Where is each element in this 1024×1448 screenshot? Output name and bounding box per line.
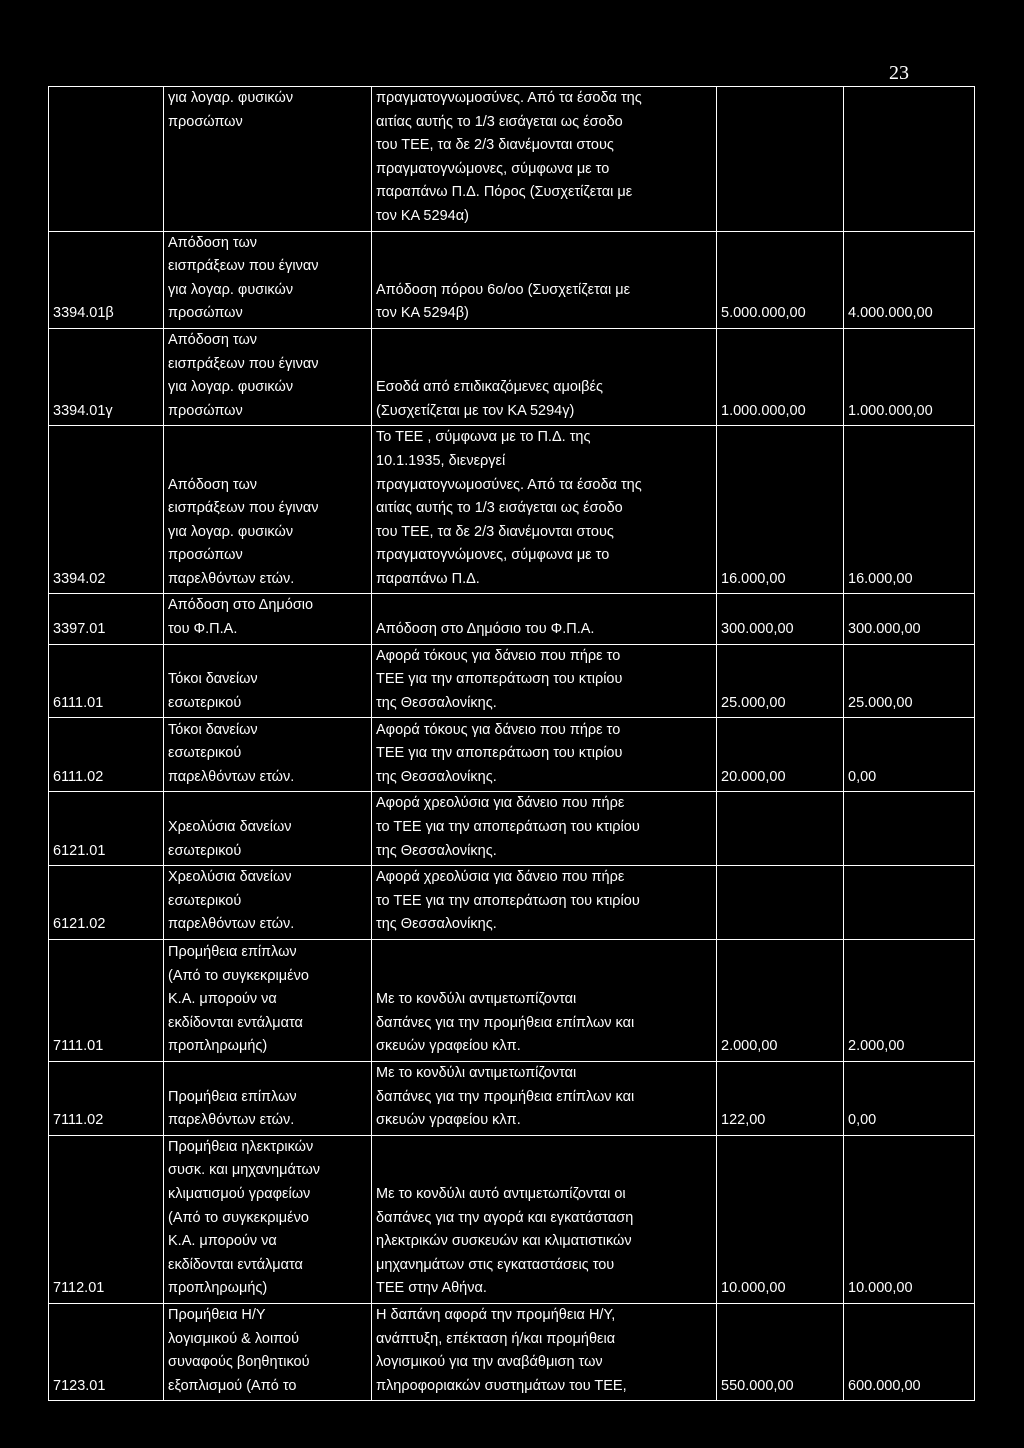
account-code: 6121.02 [49, 866, 164, 940]
account-description: Με το κονδύλι αντιμετωπίζονται δαπάνες για την προμήθεια επίπλων και σκευών γραφείου κλπ. [372, 940, 717, 1062]
amount-previous [844, 87, 975, 232]
account-title: Απόδοση των εισπράξεων που έγιναν για λογαρ. φυσικών προσώπων [164, 328, 372, 425]
account-description: Αφορά τόκους για δάνειο που πήρε το ΤΕΕ για την αποπεράτωση του κτιρίου της Θεσσαλονίκης. [372, 644, 717, 718]
account-code: 3397.01 [49, 594, 164, 644]
amount-current [717, 792, 844, 866]
account-description: Απόδοση στο Δημόσιο του Φ.Π.Α. [372, 594, 717, 644]
account-code: 6111.02 [49, 718, 164, 792]
amount-current: 300.000,00 [717, 594, 844, 644]
table-row [49, 1303, 975, 1400]
amount-previous: 600.000,00 [844, 1303, 975, 1400]
account-description: Το ΤΕΕ , σύμφωνα με το Π.Δ. της 10.1.1935, διενεργεί πραγματογνωμοσύνες. Από τα έσοδα της αιτίας αυτής το 1/3 εισάγεται ως έσοδο του ΤΕΕ, τα δε 2/3 διανέμονται στους πραγματογνώμονες, σύμφωνα με το παραπάνω Π.Δ. [372, 426, 717, 594]
table-row [49, 792, 975, 866]
account-code: 7123.01 [49, 1303, 164, 1400]
account-description: Η δαπάνη αφορά την προμήθεια Η/Υ, ανάπτυξη, επέκταση ή/και προμήθεια λογισμικού για την αναβάθμιση των πληροφοριακών συστημάτων του ΤΕΕ, [372, 1303, 717, 1400]
account-code: 3394.01β [49, 231, 164, 328]
page-number: 23 [889, 62, 909, 84]
account-description: πραγματογνωμοσύνες. Από τα έσοδα της αιτίας αυτής το 1/3 εισάγεται ως έσοδο του ΤΕΕ, τα δε 2/3 διανέμονται στους πραγματογνώμονες, σύμφωνα με το παραπάνω Π.Δ. Πόρος (Συσχετίζεται με τον ΚΑ 5294α) [372, 87, 717, 232]
amount-previous [844, 792, 975, 866]
table-row [49, 231, 975, 328]
amount-current [717, 866, 844, 940]
amount-current: 5.000.000,00 [717, 231, 844, 328]
table-row [49, 426, 975, 594]
table-row [49, 328, 975, 425]
table-row [49, 866, 975, 940]
amount-current: 2.000,00 [717, 940, 844, 1062]
account-description: Εσοδά από επιδικαζόμενες αμοιβές (Συσχετίζεται με τον ΚΑ 5294γ) [372, 328, 717, 425]
account-title: Απόδοση των εισπράξεων που έγιναν για λογαρ. φυσικών προσώπων [164, 231, 372, 328]
amount-previous: 25.000,00 [844, 644, 975, 718]
account-title: Τόκοι δανείων εσωτερικού [164, 644, 372, 718]
account-description: Αφορά τόκους για δάνειο που πήρε το ΤΕΕ για την αποπεράτωση του κτιρίου της Θεσσαλονίκης. [372, 718, 717, 792]
budget-table [48, 86, 975, 1401]
amount-current: 10.000,00 [717, 1135, 844, 1303]
account-title: Χρεολύσια δανείων εσωτερικού [164, 792, 372, 866]
amount-current [717, 87, 844, 232]
amount-previous: 0,00 [844, 718, 975, 792]
table-row [49, 940, 975, 1062]
account-title: για λογαρ. φυσικών προσώπων [164, 87, 372, 232]
account-title: Προμήθεια επίπλων παρελθόντων ετών. [164, 1062, 372, 1136]
account-code: 7112.01 [49, 1135, 164, 1303]
amount-current: 25.000,00 [717, 644, 844, 718]
amount-current: 20.000,00 [717, 718, 844, 792]
account-description: Αφορά χρεολύσια για δάνειο που πήρε το ΤΕΕ για την αποπεράτωση του κτιρίου της Θεσσαλονίκης. [372, 866, 717, 940]
amount-previous: 10.000,00 [844, 1135, 975, 1303]
account-code: 3394.01γ [49, 328, 164, 425]
account-code: 7111.02 [49, 1062, 164, 1136]
account-title: Χρεολύσια δανείων εσωτερικού παρελθόντων ετών. [164, 866, 372, 940]
table-row [49, 1062, 975, 1136]
account-code: 7111.01 [49, 940, 164, 1062]
account-description: Με το κονδύλι αντιμετωπίζονται δαπάνες για την προμήθεια επίπλων και σκευών γραφείου κλπ. [372, 1062, 717, 1136]
account-title: Προμήθεια Η/Υ λογισμικού & λοιπού συναφούς βοηθητικού εξοπλισμού (Από το [164, 1303, 372, 1400]
amount-previous: 300.000,00 [844, 594, 975, 644]
amount-current: 16.000,00 [717, 426, 844, 594]
account-description: Αφορά χρεολύσια για δάνειο που πήρε το ΤΕΕ για την αποπεράτωση του κτιρίου της Θεσσαλονίκης. [372, 792, 717, 866]
account-description: Με το κονδύλι αυτό αντιμετωπίζονται οι δαπάνες για την αγορά και εγκατάσταση ηλεκτρικών συσκευών και κλιματιστικών μηχανημάτων στις εγκαταστάσεις του ΤΕΕ στην Αθήνα. [372, 1135, 717, 1303]
account-description: Απόδοση πόρου 6ο/οο (Συσχετίζεται με τον ΚΑ 5294β) [372, 231, 717, 328]
amount-previous: 2.000,00 [844, 940, 975, 1062]
account-title: Προμήθεια ηλεκτρικών συσκ. και μηχανημάτων κλιματισμού γραφείων (Από το συγκεκριμένο Κ.Α. μπορούν να εκδίδονται εντάλματα προπληρωμής) [164, 1135, 372, 1303]
table-row [49, 718, 975, 792]
amount-previous: 4.000.000,00 [844, 231, 975, 328]
table-row [49, 644, 975, 718]
amount-previous: 16.000,00 [844, 426, 975, 594]
amount-current: 550.000,00 [717, 1303, 844, 1400]
account-title: Τόκοι δανείων εσωτερικού παρελθόντων ετών. [164, 718, 372, 792]
table-row [49, 87, 975, 232]
amount-previous: 1.000.000,00 [844, 328, 975, 425]
account-title: Απόδοση των εισπράξεων που έγιναν για λογαρ. φυσικών προσώπων παρελθόντων ετών. [164, 426, 372, 594]
amount-current: 122,00 [717, 1062, 844, 1136]
table-row [49, 1135, 975, 1303]
account-title: Απόδοση στο Δημόσιο του Φ.Π.Α. [164, 594, 372, 644]
account-code: 6111.01 [49, 644, 164, 718]
account-code: 3394.02 [49, 426, 164, 594]
amount-previous: 0,00 [844, 1062, 975, 1136]
account-title: Προμήθεια επίπλων (Από το συγκεκριμένο Κ.Α. μπορούν να εκδίδονται εντάλματα προπληρωμής) [164, 940, 372, 1062]
account-code: 6121.01 [49, 792, 164, 866]
table-row [49, 594, 975, 644]
amount-current: 1.000.000,00 [717, 328, 844, 425]
account-code [49, 87, 164, 232]
amount-previous [844, 866, 975, 940]
